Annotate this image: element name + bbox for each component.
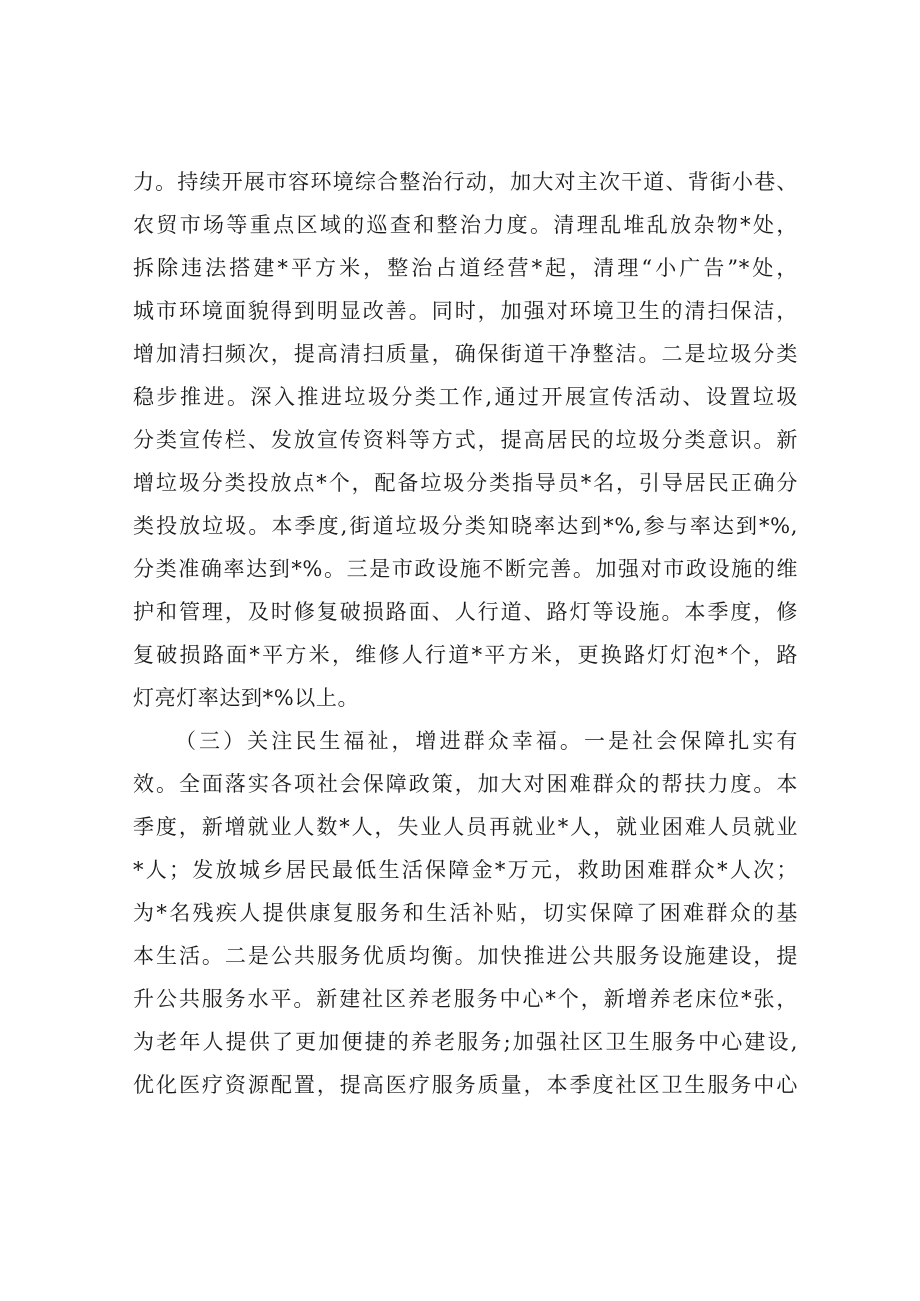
text-line: 分类准确率达到*%。三是市政设施不断完善。加强对市政设施的维 <box>133 557 798 581</box>
text-line: 护和管理，及时修复破损路面、人行道、路灯等设施。本季度，修 <box>133 600 798 624</box>
text-line: 本生活。二是公共服务优质均衡。加快推进公共服务设施建设，提 <box>133 944 798 968</box>
text-line-last: 灯亮灯率达到*%以上。 <box>133 686 360 710</box>
text-line: 农贸市场等重点区域的巡查和整治力度。清理乱堆乱放杂物*处， <box>133 213 798 237</box>
section-heading-line: （三）关注民生福祉，增进群众幸福。一是社会保障扎实有 <box>175 729 798 753</box>
text-line: 为老年人提供了更加便捷的养老服务;加强社区卫生服务中心建设, <box>133 1030 798 1054</box>
text-line: 力。持续开展市容环境综合整治行动，加大对主次干道、背街小巷、 <box>133 170 798 194</box>
text-line: 复破损路面*平方米，维修人行道*平方米，更换路灯灯泡*个，路 <box>133 643 798 667</box>
text-line: 季度，新增就业人数*人，失业人员再就业*人，就业困难人员就业 <box>133 815 798 839</box>
text-line: 增加清扫频次，提高清扫质量，确保街道干净整洁。二是垃圾分类 <box>133 342 798 366</box>
text-line: *人；发放城乡居民最低生活保障金*万元，救助困难群众*人次； <box>133 858 798 882</box>
text-line: 升公共服务水平。新建社区养老服务中心*个，新增养老床位*张， <box>133 987 798 1011</box>
text-line: 增垃圾分类投放点*个，配备垃圾分类指导员*名，引导居民正确分 <box>133 471 798 495</box>
text-line: 为*名残疾人提供康复服务和生活补贴，切实保障了困难群众的基 <box>133 901 798 925</box>
text-line: 效。全面落实各项社会保障政策，加大对困难群众的帮扶力度。本 <box>133 772 798 796</box>
text-line: 稳步推进。深入推进垃圾分类工作,通过开展宣传活动、设置垃圾 <box>133 385 798 409</box>
text-line: 拆除违法搭建*平方米，整治占道经营*起，清理“小广告”*处， <box>133 256 798 280</box>
text-line: 类投放垃圾。本季度,街道垃圾分类知晓率达到*%,参与率达到*%, <box>133 514 798 538</box>
text-line: 城市环境面貌得到明显改善。同时，加强对环境卫生的清扫保洁， <box>133 299 798 323</box>
text-line: 分类宣传栏、发放宣传资料等方式，提高居民的垃圾分类意识。新 <box>133 428 798 452</box>
text-line: 优化医疗资源配置，提高医疗服务质量，本季度社区卫生服务中心 <box>133 1073 798 1097</box>
